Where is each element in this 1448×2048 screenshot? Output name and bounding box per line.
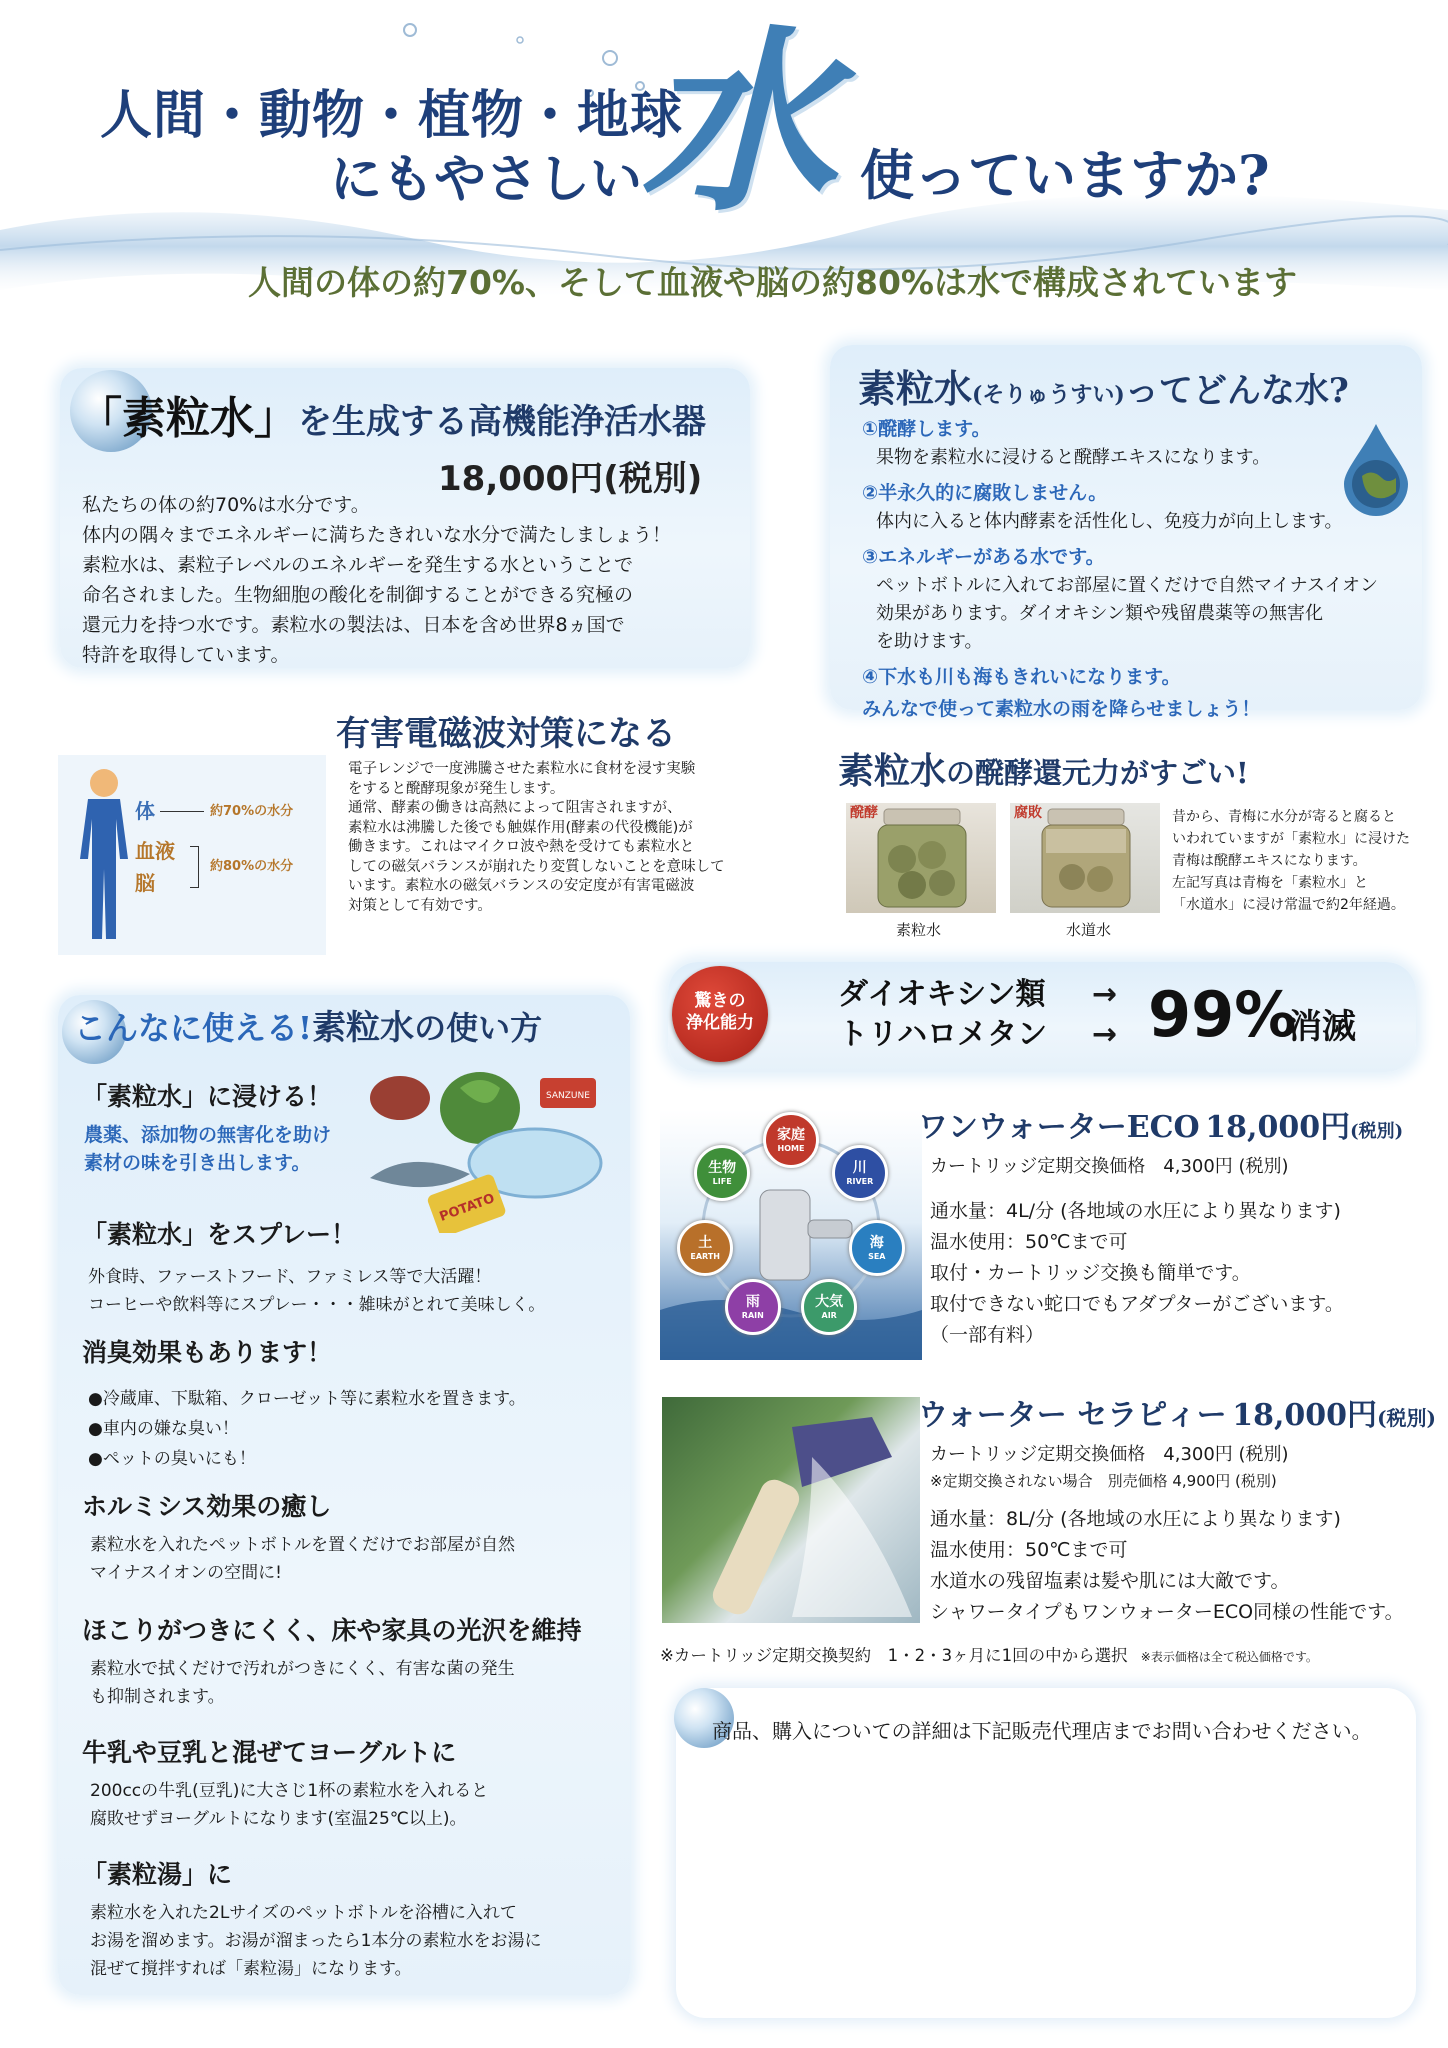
ferment-title-main: 素粒水 — [838, 750, 947, 792]
eco-cycle-node — [694, 1145, 750, 1201]
product-title — [78, 394, 706, 447]
deodor-head: 消臭効果もあります！ — [82, 1338, 333, 1367]
potato-label: POTATO — [437, 1191, 497, 1225]
product-body-line: 体内の隅々までエネルギーに満ちたきれいな水分で満たしましょう！ — [82, 524, 672, 546]
dust-head: ほこりがつきにくく、床や家具の光沢を維持 — [82, 1616, 582, 1645]
em-figure-pct80: 約80%の水分 — [210, 859, 294, 874]
what-title — [858, 366, 1349, 418]
ferment-title — [838, 748, 1249, 796]
em-text-line: しての磁気バランスが崩れたり変質しないことを意味して — [348, 858, 725, 875]
purify-arrow2: → — [1092, 1017, 1118, 1052]
eco-spec-line: 温水使用：50℃まで可 — [930, 1231, 1128, 1253]
dust-body-2: も抑制されます。 — [90, 1687, 225, 1707]
em-text-line: をすると醗酵現象が発生します。 — [348, 780, 565, 797]
ferment-text-line: 昔から、青梅に水分が寄ると腐ると — [1172, 809, 1396, 825]
can-label: SANZUNE — [546, 1091, 590, 1101]
what-item-head: ④下水も川も海もきれいになります。 — [862, 666, 1181, 688]
eco-specs — [930, 1196, 1430, 1351]
em-figure-pct70: 約70%の水分 — [210, 804, 294, 819]
jar2-tag: 腐敗 — [1014, 805, 1042, 821]
eco-cycle-node — [763, 1112, 819, 1168]
em-figure-blood-label: 血液 — [135, 839, 175, 863]
header-line1: 人間・動物・植物・地球 — [100, 85, 684, 146]
soak-body-1: 農薬、添加物の無害化を助け — [84, 1124, 332, 1146]
bath-body-3: 混ぜて撹拌すれば「素粒湯」になります。 — [90, 1959, 412, 1979]
therapy-title — [918, 1396, 1436, 1438]
product-body-line: 命名されました。生物細胞の酸化を制御することができる究極の — [82, 584, 634, 606]
therapy-title-price: 18,000円 — [1232, 1398, 1378, 1433]
what-items — [862, 414, 1402, 724]
footer-contract — [660, 1644, 1318, 1669]
em-text-line: 素粒水は沸騰した後でも触媒作用(酵素の代役機能)が — [348, 819, 693, 836]
eco-cycle-node — [725, 1279, 781, 1335]
what-title-reading: (そりゅうすい) — [972, 382, 1125, 408]
eco-cycle-node-en: RAIN — [741, 1311, 764, 1321]
purify-item1: ダイオキシン類 — [838, 977, 1046, 1012]
header-line3: 使っていますか? — [860, 143, 1270, 207]
footer-contract-text: ※カートリッジ定期交換契約 1・2・3ヶ月に1回の中から選択 — [660, 1646, 1128, 1665]
em-title: 有害電磁波対策になる — [336, 714, 676, 754]
header-line2: にもやさしい — [330, 149, 643, 210]
yogurt-body-2: 腐敗せずヨーグルトになります(室温25℃以上)。 — [90, 1809, 467, 1829]
product-body-line: 還元力を持つ水です。素粒水の製法は、日本を含め世界8ヵ国で — [82, 614, 625, 636]
usage-title-b: 素粒水 — [312, 1008, 415, 1048]
purify-item2: トリハロメタン — [838, 1017, 1048, 1052]
purify-arrow1: → — [1092, 977, 1118, 1012]
therapy-cartridge: カートリッジ定期交換価格 4,300円 (税別) — [930, 1444, 1289, 1465]
spray-body-2: コーヒーや飲料等にスプレー・・・雑味がとれて美味しく。 — [88, 1295, 546, 1315]
eco-cycle-node-jp: 海 — [869, 1234, 884, 1251]
food-illustration — [360, 1068, 610, 1233]
what-item-body: を助けます。 — [876, 631, 983, 652]
purify-result-text: 消滅 — [1288, 1007, 1356, 1047]
product-title-rest: を生成する高機能浄活水器 — [298, 402, 706, 442]
eco-cycle-node — [677, 1220, 733, 1276]
spray-body-1: 外食時、ファーストフード、ファミレス等で大活躍！ — [88, 1267, 492, 1287]
eco-title-name: ワンウォーターECO — [918, 1110, 1200, 1145]
therapy-note: ※定期交換されない場合 別売価格 4,900円 (税別) — [930, 1472, 1277, 1490]
bath-body-2: お湯を溜めます。お湯が溜まったら1本分の素粒水をお湯に — [90, 1931, 542, 1951]
footer-price-note: ※表示価格は全て税込価格です。 — [1140, 1650, 1318, 1664]
usage-title-c: の使い方 — [414, 1009, 543, 1047]
therapy-specs — [930, 1504, 1430, 1628]
what-closing: みんなで使って素粒水の雨を降らせましょう！ — [862, 698, 1261, 720]
product-body-line: 素粒水は、素粒子レベルのエネルギーを発生する水ということで — [82, 554, 634, 576]
purify-result-num: 99% — [1148, 978, 1297, 1051]
product-body — [82, 490, 742, 670]
eco-spec-line: 通水量：4L/分 (各地域の水圧により異なります) — [930, 1200, 1341, 1222]
eco-cycle-node-en: HOME — [777, 1144, 805, 1153]
eco-title — [918, 1108, 1403, 1152]
eco-cycle-node-en: EARTH — [690, 1251, 720, 1261]
hormesis-body-1: 素粒水を入れたペットボトルを置くだけでお部屋が自然 — [90, 1535, 515, 1555]
em-figure-brace — [190, 846, 199, 888]
bath-body-1: 素粒水を入れた2Lサイズのペットボトルを浴槽に入れて — [90, 1903, 517, 1923]
yogurt-body-1: 200ccの牛乳(豆乳)に大さじ1杯の素粒水を入れると — [90, 1781, 489, 1801]
ferment-text — [1172, 806, 1434, 916]
what-item-head: ①醗酵します。 — [862, 418, 991, 440]
eco-cycle-node-en: RIVER — [846, 1177, 874, 1187]
eco-cartridge: カートリッジ定期交換価格 4,300円 (税別) — [930, 1156, 1289, 1177]
what-item-body: 体内に入ると体内酵素を活性化し、免疫力が向上します。 — [876, 511, 1343, 532]
soak-head: 「素粒水」に浸ける！ — [82, 1082, 333, 1111]
ferment-text-line: 「水道水」に浸け常温で約2年経過。 — [1172, 897, 1405, 913]
header-big-char: 水 — [640, 8, 837, 238]
ferment-text-line: 青梅は醗酵エキスになります。 — [1172, 853, 1367, 869]
product-title-quote: 「素粒水」 — [78, 393, 298, 444]
ferment-text-line: いわれていますが「素粒水」に浸けた — [1172, 831, 1410, 847]
eco-cycle-node-en: SEA — [868, 1251, 886, 1261]
ferment-text-line: 左記写真は青梅を「素粒水」と — [1172, 875, 1368, 891]
em-figure-line — [160, 811, 204, 812]
product-body-line: 特許を取得しています。 — [82, 644, 290, 666]
deodor-item-2: ●車内の嫌な臭い！ — [88, 1419, 239, 1439]
therapy-spec-line: 通水量：8L/分 (各地域の水圧により異なります) — [930, 1508, 1341, 1530]
soak-body-2: 素材の味を引き出します。 — [84, 1152, 311, 1174]
eco-cycle-node-jp: 土 — [698, 1234, 713, 1251]
product-body-line: 私たちの体の約70%は水分です。 — [82, 494, 370, 516]
deodor-item-1: ●冷蔵庫、下駄箱、クローゼット等に素粒水を置きます。 — [88, 1389, 526, 1409]
jar1-caption: 素粒水 — [896, 921, 942, 939]
hormesis-body-2: マイナスイオンの空間に! — [90, 1563, 282, 1583]
therapy-spec-line: シャワータイプもワンウォーターECO同様の性能です。 — [930, 1601, 1404, 1623]
eco-cycle-node-jp: 雨 — [745, 1294, 760, 1311]
eco-title-price: 18,000円 — [1205, 1110, 1351, 1145]
eco-cycle-node-en: LIFE — [712, 1177, 732, 1187]
deodor-item-3: ●ペットの臭いにも！ — [88, 1449, 256, 1469]
em-text-line: 電子レンジで一度沸騰させた素粒水に食材を浸す実験 — [348, 761, 696, 777]
what-item-head: ②半永久的に腐敗しません。 — [862, 482, 1108, 504]
spray-head: 「素粒水」をスプレー！ — [82, 1220, 357, 1249]
eco-cycle-node — [849, 1220, 905, 1276]
em-text-line: 働きます。これはマイクロ波や熱を受けても素粒水と — [348, 839, 695, 855]
therapy-spec-line: 温水使用：50℃まで可 — [930, 1539, 1128, 1561]
eco-cycle-node-jp: 生物 — [708, 1160, 737, 1177]
shower-photo — [662, 1397, 920, 1623]
yogurt-head: 牛乳や豆乳と混ぜてヨーグルトに — [82, 1738, 457, 1767]
em-text-line: 通常、酵素の働きは高熱によって阻害されますが、 — [348, 800, 682, 816]
eco-cycle-node-jp: 大気 — [815, 1294, 844, 1311]
em-figure-brain-label: 脳 — [135, 871, 155, 895]
ferment-title-rest: の醗酵還元力がすごい! — [946, 756, 1249, 790]
what-item-body: 効果があります。ダイオキシン類や残留農薬等の無害化 — [876, 603, 1324, 624]
eco-spec-line: （一部有料） — [930, 1324, 1045, 1346]
purify-badge-line2: 浄化能力 — [686, 1013, 754, 1033]
what-title-main: 素粒水 — [858, 366, 973, 411]
jar1-tag: 醗酵 — [850, 805, 878, 821]
hormesis-head: ホルミシス効果の癒し — [82, 1492, 332, 1521]
what-item-body: ペットボトルに入れてお部屋に置くだけで自然マイナスイオン — [876, 575, 1379, 596]
what-item-head: ③エネルギーがある水です。 — [862, 546, 1105, 568]
therapy-title-tax: (税別) — [1377, 1406, 1436, 1430]
footer-contact: 商品、購入についての詳細は下記販売代理店までお問い合わせください。 — [712, 1719, 1372, 1743]
eco-title-tax: (税別) — [1350, 1121, 1404, 1142]
therapy-spec-line: 水道水の残留塩素は髪や肌には大敵です。 — [930, 1570, 1290, 1592]
therapy-title-name: ウォーター セラピィー — [918, 1398, 1227, 1433]
bath-head: 「素粒湯」に — [82, 1860, 233, 1889]
eco-cycle-node-jp: 川 — [852, 1160, 867, 1177]
eco-cycle-node-en: AIR — [821, 1311, 837, 1321]
eco-cycle-node — [832, 1145, 888, 1201]
usage-title-a: こんなに使える! — [74, 1009, 313, 1047]
em-text — [348, 760, 748, 916]
eco-spec-line: 取付・カートリッジ交換も簡単です。 — [930, 1262, 1251, 1284]
jar2-caption: 水道水 — [1066, 921, 1112, 939]
usage-title — [74, 1006, 542, 1050]
purify-badge-line1: 驚きの — [694, 991, 746, 1011]
earth-drop-icon — [1340, 420, 1412, 516]
em-figure-body-label: 体 — [135, 799, 155, 823]
product-price: 18,000円(税別) — [438, 459, 703, 499]
eco-cycle-node-jp: 家庭 — [777, 1127, 805, 1143]
eco-spec-line: 取付できない蛇口でもアダプターがございます。 — [930, 1293, 1344, 1315]
what-item-body: 果物を素粒水に浸けると醗酵エキスになります。 — [876, 447, 1271, 468]
em-text-line: 対策として有効です。 — [348, 897, 492, 914]
em-text-line: います。素粒水の磁気バランスの安定度が有害電磁波 — [348, 878, 695, 894]
dust-body-1: 素粒水で拭くだけで汚れがつきにくく、有害な菌の発生 — [90, 1659, 515, 1679]
what-title-rest: ってどんな水? — [1124, 371, 1349, 411]
header-subtitle: 人間の体の約70%、そして血液や脳の約80%は水で構成されています — [248, 263, 1297, 302]
